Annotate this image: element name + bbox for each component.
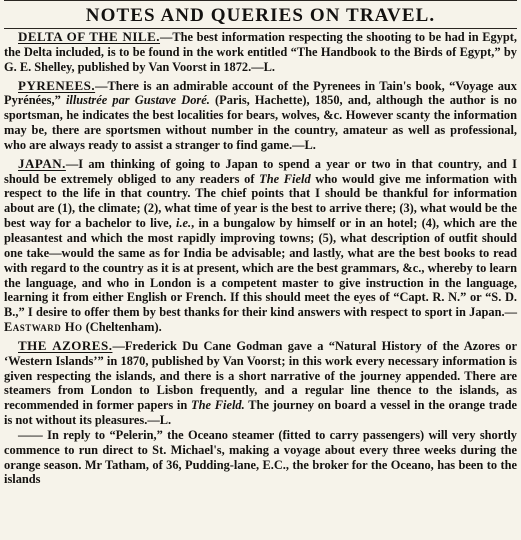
paragraph-pyrenees bbox=[4, 79, 517, 153]
section-lead: THE AZORES. bbox=[18, 337, 113, 353]
paragraph-text: who would give me information with respect to the life in that country. The chief points that I should be thankful for information about are (1), the climate; (2), what time of year is the best to arrive there; (3), what would be the best way for a bachelor to live, bbox=[4, 171, 517, 231]
article-heading: NOTES AND QUERIES ON TRAVEL. bbox=[85, 5, 436, 26]
paragraph-text: (Paris, Hachette), 1850, and, although the author is no sportsman, he indicates the best localities for bears, wolves, &c. However scanty the information may be, there are sportsmen without number in the country, amateur as well as professional, who are always ready to assist a stranger to find game.—L. bbox=[4, 93, 517, 152]
paragraph-japan bbox=[4, 157, 517, 335]
signature: Eastward Ho bbox=[4, 320, 83, 335]
paragraph-text: The journey on board a vessel in the orange trade is not without its pleasures.—L. bbox=[4, 398, 517, 428]
italic-text: The Field bbox=[259, 171, 311, 186]
italic-text: illustrée par Gustave Doré. bbox=[65, 93, 210, 108]
paragraph-text: —I am thinking of going to Japan to spend a year or two in that country, and I should be extremely obliged to any readers of bbox=[4, 156, 517, 186]
paragraph-text: —There is an admirable account of the Pyrenees in Tain's book, “Voyage aux Pyrénées,” bbox=[4, 78, 517, 108]
italic-text: The Field. bbox=[191, 398, 245, 413]
paragraph-the-azores bbox=[4, 339, 517, 428]
section-lead: JAPAN. bbox=[18, 155, 66, 171]
section-lead: DELTA OF THE NILE. bbox=[18, 29, 161, 44]
top-rule bbox=[4, 0, 517, 4]
italic-text: i.e. bbox=[176, 216, 192, 231]
paragraph-text: , in a bungalow by himself or in an hotel; (4), which are the pleasantest and which the most rapidly improving towns; (5), what description of outfit should one take—would the same as for India be advisable; and lastly, what are the best books to read with regard to the country as it is at present, which are the best grammars, &c., whereby to learn the language, and who in London is a competent master to give instruction in the language, learning it from either English or French. If this should meet the eyes of “Capt. R. N.” or “S. D. B.,” I desire to offer them by best thanks for their kind answers with respect to sport in Japan.— bbox=[4, 216, 517, 320]
signature-place: (Cheltenham). bbox=[82, 320, 162, 335]
paragraph-text: —Frederick Du Cane Godman gave a “Natural History of the Azores or ‘Western Islands’” in 1870, published by Van Voorst; in this work every necessary information is given respecting the islands, and there is a short narrative of the journey appended. There are steamers from London to Lisbon frequently, and a regular line thence to the islands, as recommended in former papers in bbox=[4, 338, 517, 413]
section-lead: PYRENEES. bbox=[18, 77, 96, 93]
paragraph-azores-reply bbox=[4, 428, 517, 487]
paragraph-delta-of-the-nile bbox=[4, 30, 517, 75]
paragraph-text: —— In reply to “Pelerin,” the Oceano steamer (fitted to carry passengers) will very shortly commence to run direct to St. Michael's, making a voyage about every three weeks during the orange season. Mr Tatham, of 36, Pudding-lane, E.C., the broker for the Oceano, has been to the islands bbox=[4, 427, 517, 487]
paragraph-text: —The best information respecting the shooting to be had in Egypt, the Delta included, is to be found in the work entitled “The Handbook to the Birds of Egypt,” by G. E. Shelley, published by Van Voorst in 1872.—L. bbox=[4, 30, 517, 74]
